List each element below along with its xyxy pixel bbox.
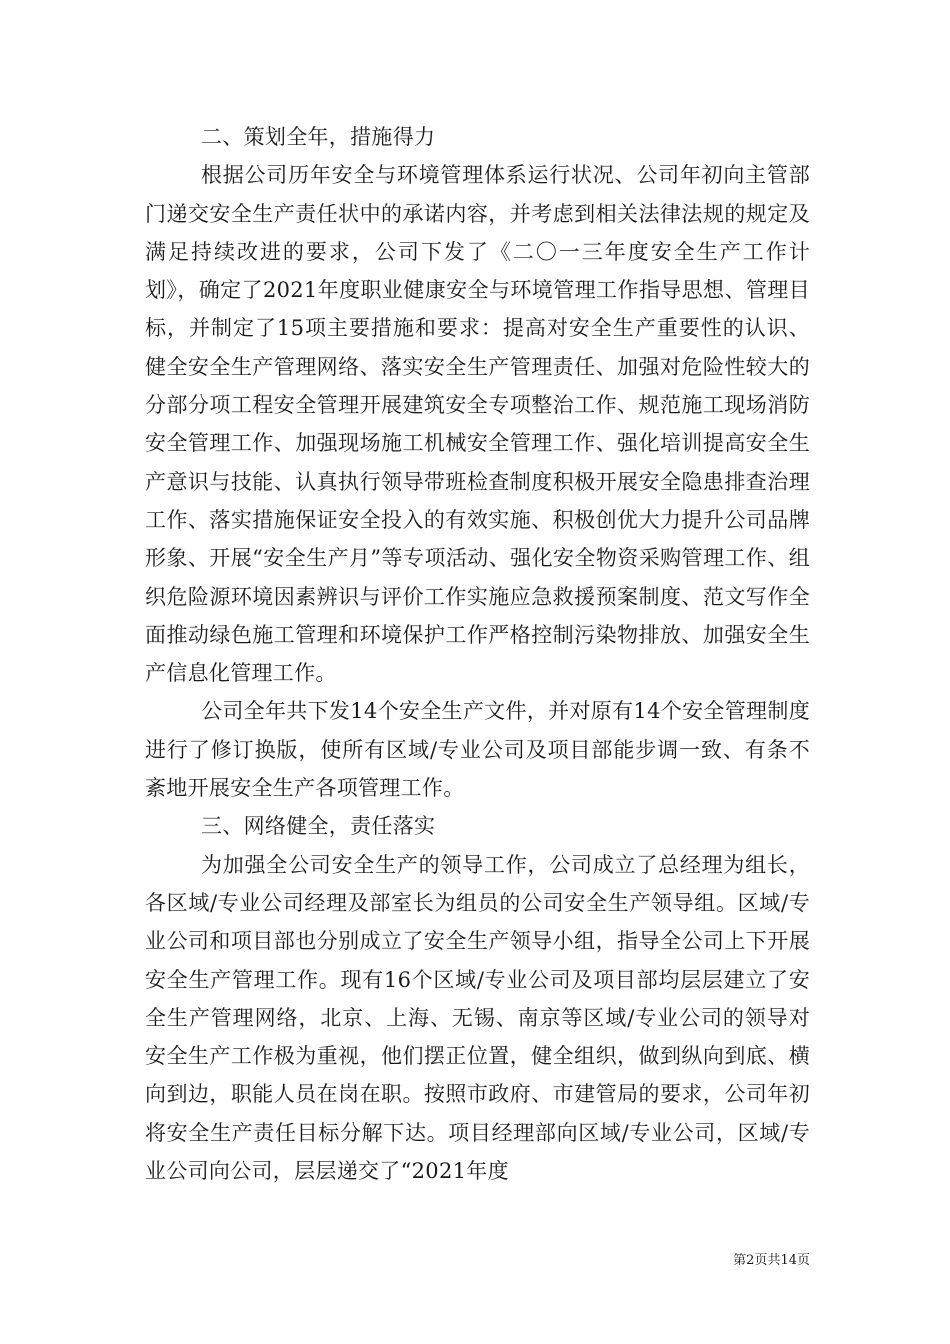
paragraph: 为加强全公司安全生产的领导工作，公司成立了总经理为组长，各区域/专业公司经理及部室长为组员的公司安全生产领导组。区域/专业公司和项目部也分别成立了安全生产领导小组，指导全公司上下开展安全生产管理工作。现有16个区域/专业公司及项目部均层层建立了安全生产管理网络，北京、上海、无锡、南京等区域/专业公司的领导对安全生产工作极为重视，他们摆正位置，健全组织，做到纵向到底、横向到边，职能人员在岗在职。按照市政府、市建管局的要求，公司年初将安全生产责任目标分解下达。项目经理部向区域/专业公司，区域/专业公司向公司，层层递交了“2021年度: [145, 852, 810, 1184]
section-heading-3: 三、网络健全，责任落实: [201, 814, 436, 839]
paragraph: 公司全年共下发14个安全生产文件，并对原有14个安全管理制度进行了修订换版，使所有区域/专业公司及项目部能步调一致、有条不紊地开展安全生产各项管理工作。: [145, 699, 810, 801]
document-body: [145, 118, 810, 1190]
page-number: 第2页共14页: [733, 1253, 810, 1268]
section-heading-2: 二、策划全年，措施得力: [201, 125, 436, 149]
paragraph: 根据公司历年安全与环境管理体系运行状况、公司年初向主管部门递交安全生产责任状中的承诺内容，并考虑到相关法律法规的规定及满足持续改进的要求，公司下发了《二〇一三年度安全生产工作计划》，确定了2021年度职业健康安全与环境管理工作指导思想、管理目标，并制定了15项主要措施和要求：提高对安全生产重要性的认识、健全安全生产管理网络、落实安全生产管理责任、加强对危险性较大的分部分项工程安全管理开展建筑安全专项整治工作、规范施工现场消防安全管理工作、加强现场施工机械安全管理工作、强化培训提高安全生产意识与技能、认真执行领导带班检查制度积极开展安全隐患排查治理工作、落实措施保证安全投入的有效实施、积极创优大力提升公司品牌形象、开展“安全生产月”等专项活动、强化安全物资采购管理工作、组织危险源环境因素辨识与评价工作实施应急救援预案制度、范文写作全面推动绿色施工管理和环境保护工作严格控制污染物排放、加强安全生产信息化管理工作。: [145, 163, 810, 686]
